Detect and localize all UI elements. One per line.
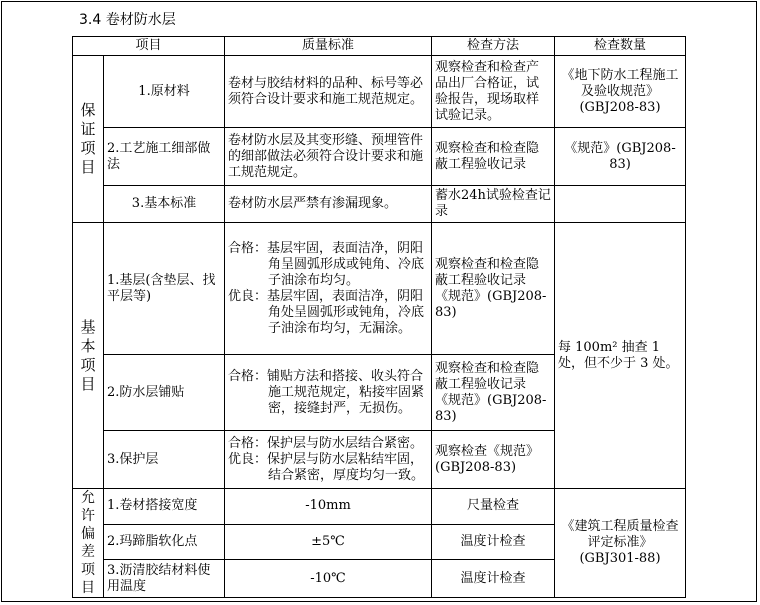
method-cell: 观察检查和检查产品出厂合格证，试验报告，现场取样试验记录。 <box>432 56 555 128</box>
standard-cell <box>225 355 432 431</box>
inspection-table <box>72 36 686 598</box>
group-basic: 基 本 项 目 <box>73 223 104 489</box>
item-cell: 2.玛蹄脂软化点 <box>104 524 225 560</box>
standard-cell <box>225 431 432 489</box>
standard-cell: 卷材防水层及其变形缝、预埋管件 的细部做法必须符合设计要求和施工规范规定。 <box>225 128 432 186</box>
excellent-label: 优良： <box>228 451 268 467</box>
item-cell: 3.沥清胶结材料使用温度 <box>104 560 225 598</box>
item-cell: 1.卷材搭接宽度 <box>104 489 225 525</box>
quantity-cell: 《规范》(GBJ208-83) <box>555 128 686 186</box>
standard-cell: -10℃ <box>225 560 432 598</box>
standard-cell: 卷材与胶结材料的品种、标号等必须符合设计要求和施工规范规定。 <box>225 56 432 128</box>
method-cell: 蓄水24h试验检查记录 <box>432 186 555 223</box>
standard-cell: ±5℃ <box>225 524 432 560</box>
group-tolerance: 允 许 偏 差 项 目 <box>73 489 104 598</box>
quantity-cell: 《地下防水工程施工及验收规范》(GBJ208-83) <box>555 56 686 128</box>
tolerance-row-1 <box>73 489 686 525</box>
item-cell: 2.防水层铺贴 <box>104 355 225 431</box>
header-row <box>73 37 686 56</box>
method-cell: 温度计检查 <box>432 560 555 598</box>
qualified-text: 基层牢固，表面洁净，阴阳角呈圆弧形成或钝角、冷底子油涂布均匀。 <box>267 240 425 288</box>
guarantee-row-2 <box>73 128 686 186</box>
item-cell: 2.工艺施工细部做法 <box>104 128 225 186</box>
item-cell: 1.原材料 <box>104 56 225 128</box>
qualified-text: 保护层与防水层结合紧密。 <box>267 435 424 451</box>
quantity-cell-empty <box>555 186 686 223</box>
method-cell: 温度计检查 <box>432 524 555 560</box>
header-standard: 质量标准 <box>225 37 432 56</box>
guarantee-row-3 <box>73 186 686 223</box>
basic-row-1 <box>73 223 686 355</box>
excellent-text: 保护层与防水层粘结牢固，结合紧密，厚度均匀一致。 <box>267 451 425 483</box>
item-cell: 1.基层(含垫层、找平层等) <box>104 223 225 355</box>
standard-cell: 卷材防水层严禁有渗漏现象。 <box>225 186 432 223</box>
qualified-label: 合格： <box>228 368 268 384</box>
header-method: 检查方法 <box>432 37 555 56</box>
qualified-label: 合格： <box>228 240 268 256</box>
tolerance-quantity: 《建筑工程质量检查评定标准》(GBJ301-88) <box>555 489 686 598</box>
method-cell: 观察检查和检查隐蔽工程验收记录 <box>432 128 555 186</box>
item-cell: 3.保护层 <box>104 431 225 489</box>
method-cell: 尺量检查 <box>432 489 555 525</box>
group-guarantee: 保 证 项 目 <box>73 56 104 223</box>
standard-cell <box>225 223 432 355</box>
excellent-text: 基层牢固，表面洁净，阴阳角处呈圆弧形或钝角，冷底子油涂布均匀，无漏涂。 <box>267 288 425 336</box>
section-title: 3.4 卷材防水层 <box>79 12 176 28</box>
header-quantity: 检查数量 <box>555 37 686 56</box>
method-cell: 观察检查和检查隐蔽工程验收记录《规范》(GBJ208-83) <box>432 223 555 355</box>
header-item: 项目 <box>73 37 225 56</box>
item-cell: 3.基本标准 <box>104 186 225 223</box>
basic-quantity: 每 100m² 抽查 1 处，但不少于 3 处。 <box>555 223 686 489</box>
qualified-text: 铺贴方法和搭接、收头符合施工规范规定，粘接牢固紧密，接缝封严，无损伤。 <box>267 368 425 416</box>
method-cell: 观察检查《规范》(GBJ208-83) <box>432 431 555 489</box>
qualified-label: 合格： <box>228 435 268 451</box>
guarantee-row-1 <box>73 56 686 128</box>
standard-cell: -10mm <box>225 489 432 525</box>
excellent-label: 优良： <box>228 288 268 304</box>
method-cell: 观察检查和检查隐蔽工程验收记录《规范》(GBJ208-83) <box>432 355 555 431</box>
